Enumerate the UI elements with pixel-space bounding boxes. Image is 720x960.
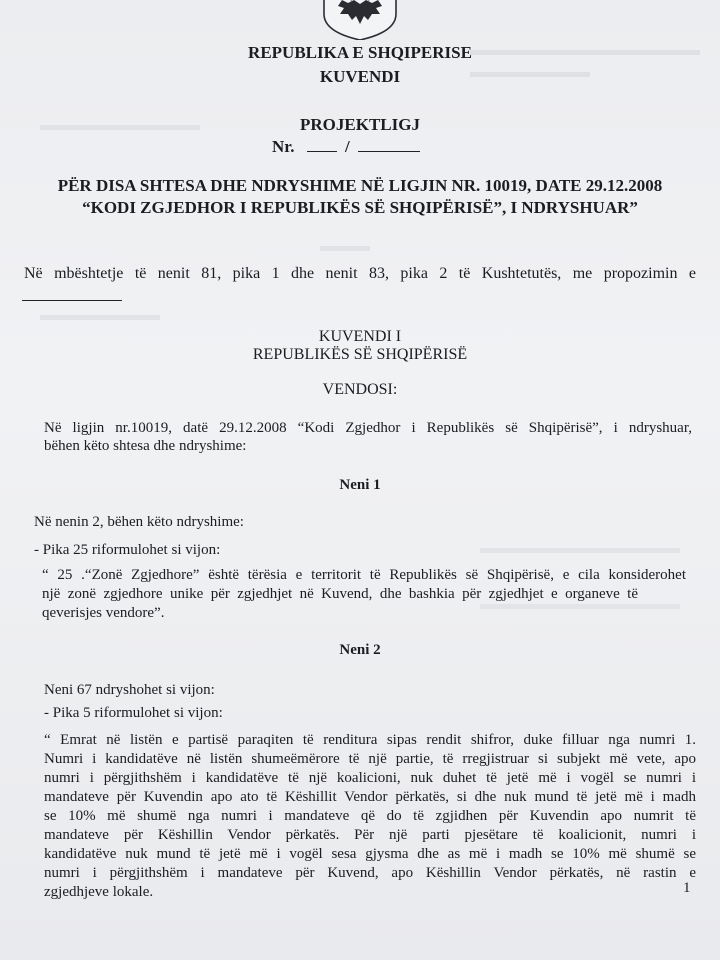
law-number-line xyxy=(272,137,420,157)
proposer-blank xyxy=(22,300,122,301)
article1-lead: Në nenin 2, bëhen këto ndryshime: xyxy=(34,514,244,530)
doc-type-heading: PROJEKTLIGJ xyxy=(300,115,420,134)
assembly-heading: KUVENDI xyxy=(319,67,401,86)
article2-text-line3: numri i përgjithshëm i kandidatëve të një koalicioni, nuk duhet të jetë më i vogël se numri i xyxy=(44,770,696,786)
article2-text-line5: se 10% më shumë nga numri i mandateve që do të zgjidhen për Kuvendin apo numrit të xyxy=(44,808,696,824)
article1-text-line3: qeverisjes vendore”. xyxy=(42,605,165,621)
number-separator: / xyxy=(345,137,350,156)
article2-text-line9: zgjedhjeve lokale. xyxy=(44,884,154,900)
article1-point: - Pika 25 riformulohet si vijon: xyxy=(34,542,221,558)
intro-line1: Në ligjin nr.10019, datë 29.12.2008 “Kodi Zgjedhor i Republikës së Shqipërisë”, i ndryshuar, xyxy=(44,420,692,436)
article1-text-line2: një zonë zgjedhore unike për zgjedhjet në Kuvend, dhe bashkia për zgjedhjet e organeve të xyxy=(42,586,638,602)
law-title-line2: “KODI ZGJEDHOR I REPUBLIKËS SË SHQIPËRISË”, I NDRYSHUAR” xyxy=(82,198,638,217)
article2-text-line6: mandateve për Këshillin Vendor përkatës. Për një parti pjesëtare të koalicionit, numri i xyxy=(44,827,696,843)
article2-text-line7: kandidatëve nuk mund të jetë më i vogël sesa gjysma dhe as më i madh se 10% më shumë se xyxy=(44,846,696,862)
article1-heading: Neni 1 xyxy=(339,477,381,493)
article2-heading: Neni 2 xyxy=(339,642,381,658)
enacting-line2: REPUBLIKËS SË SHQIPËRISË xyxy=(252,346,468,363)
article2-lead: Neni 67 ndryshohet si vijon: xyxy=(44,682,215,698)
number-blank xyxy=(307,151,337,152)
decides-heading: VENDOSI: xyxy=(322,381,398,398)
article2-text-line2: Numri i kandidatëve në listën shumeëmërore të një partie, të rregjistruar si subjekt më vete, apo xyxy=(44,751,696,767)
article2-text-line8: numri i përgjithshëm i mandateve për Kuvend, apo Këshillin Vendor përkatës, në rastin e xyxy=(44,865,696,881)
article2-point: - Pika 5 riformulohet si vijon: xyxy=(44,705,223,721)
page-number: 1 xyxy=(683,880,691,896)
year-blank xyxy=(358,151,420,152)
article2-text-line1: “ Emrat në listën e partisë paraqiten të renditura sipas rendit shifror, duke filluar nga numri 1. xyxy=(44,732,696,748)
intro-line2: bëhen këto shtesa dhe ndryshime: xyxy=(44,438,247,454)
enacting-line1: KUVENDI I xyxy=(318,328,402,345)
number-label: Nr. xyxy=(272,137,295,156)
article2-text-line4: mandateve për Kuvendin apo ato të Këshillit Vendor përkatës, si dhe nuk mund të jetë më i madh xyxy=(44,789,696,805)
law-title-line1: PËR DISA SHTESA DHE NDRYSHIME NË LIGJIN NR. 10019, DATE 29.12.2008 xyxy=(57,176,663,195)
republic-heading: REPUBLIKA E SHQIPERISE xyxy=(248,43,472,62)
article1-text-line1: “ 25 .“Zonë Zgjedhore” është tërësia e territorit të Republikës së Shqipërisë, e cila konsiderohet xyxy=(42,567,686,583)
preamble-text: Në mbështetje të nenit 81, pika 1 dhe nenit 83, pika 2 të Kushtetutës, me propozimin e xyxy=(24,265,696,282)
coat-of-arms-icon xyxy=(318,0,402,40)
